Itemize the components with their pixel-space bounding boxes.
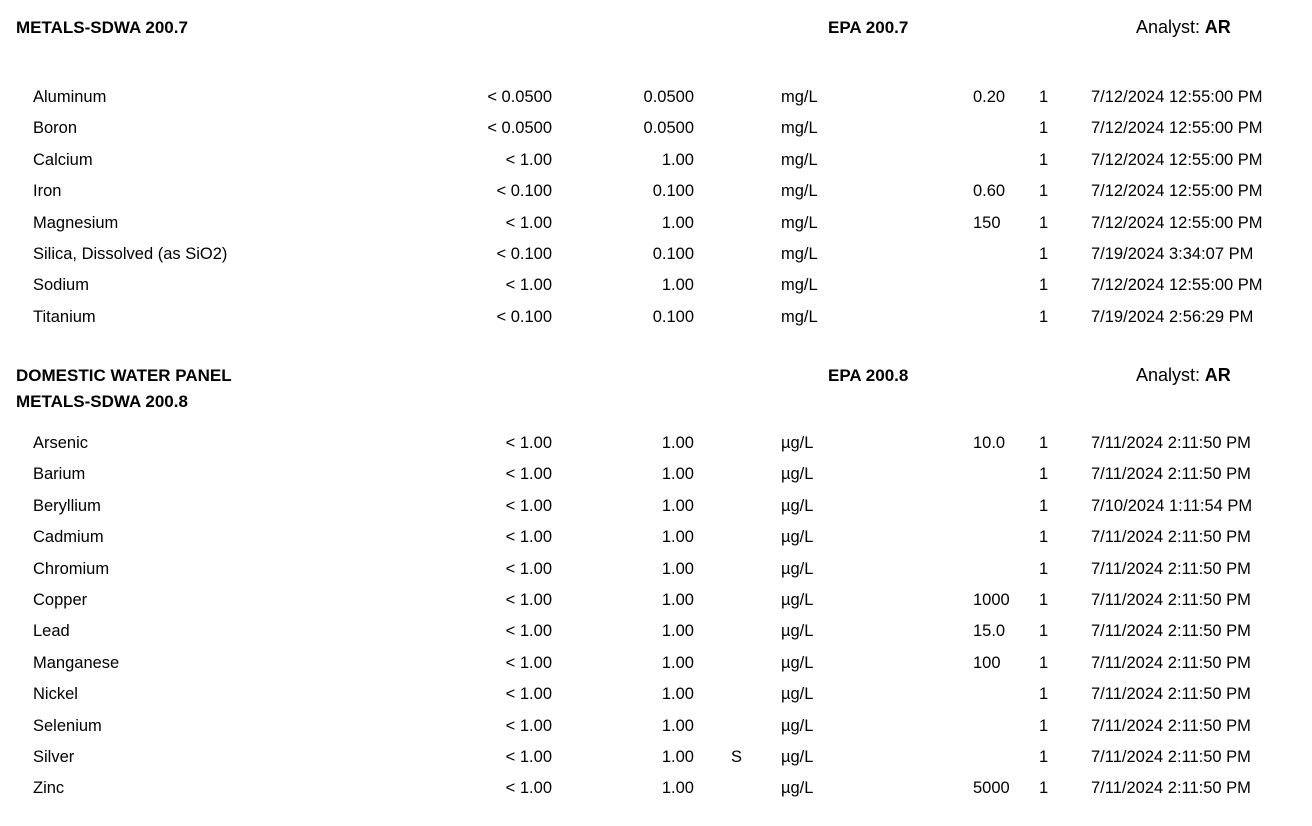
units: µg/L	[781, 591, 814, 609]
date-analyzed: 7/11/2024 2:11:50 PM	[1091, 528, 1251, 547]
analyte-name: Barium	[33, 465, 86, 484]
units: mg/L	[781, 119, 818, 138]
analyst-field	[1136, 365, 1231, 386]
reporting-limit: 1.00	[661, 213, 694, 232]
section-title: METALS-SDWA 200.7	[16, 18, 188, 37]
date-analyzed: 7/12/2024 12:55:00 PM	[1091, 119, 1263, 138]
analyte-name: Silver	[33, 748, 75, 766]
analyte-name: Cadmium	[33, 528, 104, 547]
dilution-factor: 1	[1039, 748, 1049, 766]
analyte-name: Magnesium	[33, 213, 119, 232]
result-value: < 0.0500	[487, 119, 552, 138]
dilution-factor: 1	[1039, 653, 1049, 672]
reporting-limit: 0.100	[652, 182, 694, 201]
result-value: < 1.00	[505, 434, 552, 452]
reporting-limit: 1.00	[661, 748, 694, 766]
analyte-name: Selenium	[33, 716, 102, 735]
table-row	[0, 525, 1312, 549]
table-row	[0, 85, 1312, 109]
analyte-name: Calcium	[33, 150, 93, 169]
mcl-value: 15.0	[973, 622, 1006, 641]
date-analyzed: 7/10/2024 1:11:54 PM	[1091, 496, 1253, 515]
dilution-factor: 1	[1039, 434, 1049, 452]
result-value: < 1.00	[505, 528, 552, 547]
dilution-factor: 1	[1039, 591, 1049, 609]
date-analyzed: 7/12/2024 12:55:00 PM	[1091, 276, 1263, 295]
dilution-factor: 1	[1039, 528, 1049, 547]
mcl-value: 150	[973, 213, 1001, 232]
reporting-limit: 1.00	[661, 276, 694, 295]
table-row	[0, 462, 1312, 486]
dilution-factor: 1	[1039, 685, 1049, 704]
reporting-limit: 1.00	[661, 591, 694, 609]
result-value: < 1.00	[505, 748, 552, 766]
result-value: < 1.00	[505, 150, 552, 169]
reporting-limit: 0.0500	[643, 88, 694, 106]
reporting-limit: 1.00	[661, 716, 694, 735]
analyte-name: Arsenic	[33, 434, 89, 452]
dilution-factor: 1	[1039, 716, 1049, 735]
analyte-name: Manganese	[33, 653, 120, 672]
mcl-value: 0.60	[973, 182, 1006, 201]
date-analyzed: 7/12/2024 12:55:00 PM	[1091, 213, 1263, 232]
table-row	[0, 682, 1312, 706]
table-row	[0, 242, 1312, 266]
reporting-limit: 0.100	[652, 245, 694, 263]
date-analyzed: 7/11/2024 2:11:50 PM	[1091, 716, 1251, 735]
reporting-limit: 1.00	[661, 465, 694, 484]
reporting-limit: 1.00	[661, 496, 694, 515]
mcl-value: 1000	[973, 591, 1010, 609]
table-row	[0, 431, 1312, 455]
date-analyzed: 7/12/2024 12:55:00 PM	[1091, 182, 1263, 201]
table-row	[0, 745, 1312, 769]
date-analyzed: 7/11/2024 2:11:50 PM	[1091, 653, 1251, 672]
mcl-value: 0.20	[973, 88, 1006, 106]
units: µg/L	[781, 716, 814, 735]
analyte-name: Zinc	[33, 779, 65, 798]
units: µg/L	[781, 748, 814, 766]
method-label: EPA 200.8	[828, 366, 909, 385]
dilution-factor: 1	[1039, 622, 1049, 641]
analyte-name: Lead	[33, 622, 70, 641]
date-analyzed: 7/19/2024 3:34:07 PM	[1091, 245, 1254, 263]
units: µg/L	[781, 559, 814, 578]
table-row	[0, 148, 1312, 172]
analyst-value: AR	[1204, 17, 1231, 37]
table-row	[0, 651, 1312, 675]
units: mg/L	[781, 276, 818, 295]
qualifier: S	[731, 748, 743, 766]
date-analyzed: 7/12/2024 12:55:00 PM	[1091, 150, 1263, 169]
units: µg/L	[781, 528, 814, 547]
mcl-value: 5000	[973, 779, 1010, 798]
dilution-factor: 1	[1039, 276, 1049, 295]
dilution-factor: 1	[1039, 150, 1049, 169]
date-analyzed: 7/11/2024 2:11:50 PM	[1091, 748, 1251, 766]
section-subtitle: METALS-SDWA 200.8	[16, 392, 188, 411]
reporting-limit: 0.0500	[643, 119, 694, 138]
result-value: < 0.100	[496, 182, 552, 201]
reporting-limit: 0.100	[652, 307, 694, 326]
reporting-limit: 1.00	[661, 559, 694, 578]
dilution-factor: 1	[1039, 119, 1049, 138]
result-value: < 1.00	[505, 496, 552, 515]
dilution-factor: 1	[1039, 307, 1049, 326]
result-value: < 1.00	[505, 591, 552, 609]
table-row	[0, 179, 1312, 203]
reporting-limit: 1.00	[661, 150, 694, 169]
result-value: < 1.00	[505, 276, 552, 295]
analyte-name: Beryllium	[33, 496, 101, 515]
result-value: < 1.00	[505, 465, 552, 484]
method-label: EPA 200.7	[828, 18, 909, 37]
analyte-name: Aluminum	[33, 88, 107, 106]
date-analyzed: 7/11/2024 2:11:50 PM	[1091, 559, 1251, 578]
units: mg/L	[781, 245, 818, 263]
analyst-field	[1136, 17, 1231, 38]
analyst-value: AR	[1204, 365, 1231, 385]
date-analyzed: 7/12/2024 12:55:00 PM	[1091, 88, 1263, 106]
table-row	[0, 494, 1312, 518]
result-value: < 0.100	[496, 245, 552, 263]
result-value: < 1.00	[505, 653, 552, 672]
mcl-value: 100	[973, 653, 1001, 672]
table-row	[0, 714, 1312, 738]
units: µg/L	[781, 434, 814, 452]
date-analyzed: 7/11/2024 2:11:50 PM	[1091, 434, 1251, 452]
table-row	[0, 273, 1312, 297]
reporting-limit: 1.00	[661, 779, 694, 798]
units: µg/L	[781, 779, 814, 798]
reporting-limit: 1.00	[661, 653, 694, 672]
result-value: < 0.0500	[487, 88, 552, 106]
dilution-factor: 1	[1039, 88, 1049, 106]
units: mg/L	[781, 213, 818, 232]
units: µg/L	[781, 496, 814, 515]
units: µg/L	[781, 622, 814, 641]
dilution-factor: 1	[1039, 496, 1049, 515]
result-value: < 1.00	[505, 622, 552, 641]
analyte-name: Iron	[33, 182, 62, 201]
table-row	[0, 211, 1312, 235]
result-value: < 1.00	[505, 779, 552, 798]
units: µg/L	[781, 465, 814, 484]
result-value: < 1.00	[505, 559, 552, 578]
table-row	[0, 116, 1312, 140]
date-analyzed: 7/11/2024 2:11:50 PM	[1091, 465, 1251, 484]
result-value: < 1.00	[505, 213, 552, 232]
reporting-limit: 1.00	[661, 434, 694, 452]
dilution-factor: 1	[1039, 213, 1049, 232]
analyte-name: Boron	[33, 119, 78, 138]
reporting-limit: 1.00	[661, 622, 694, 641]
units: mg/L	[781, 307, 818, 326]
units: mg/L	[781, 150, 818, 169]
result-value: < 1.00	[505, 685, 552, 704]
units: µg/L	[781, 685, 814, 704]
analyst-label: Analyst:	[1136, 17, 1201, 37]
mcl-value: 10.0	[973, 434, 1006, 452]
analyte-name: Sodium	[33, 276, 89, 295]
date-analyzed: 7/11/2024 2:11:50 PM	[1091, 622, 1251, 641]
date-analyzed: 7/11/2024 2:11:50 PM	[1091, 685, 1251, 704]
reporting-limit: 1.00	[661, 528, 694, 547]
analyte-name: Nickel	[33, 685, 78, 704]
units: mg/L	[781, 88, 818, 106]
date-analyzed: 7/11/2024 2:11:50 PM	[1091, 779, 1251, 798]
table-row	[0, 619, 1312, 643]
date-analyzed: 7/19/2024 2:56:29 PM	[1091, 307, 1254, 326]
table-row	[0, 588, 1312, 612]
reporting-limit: 1.00	[661, 685, 694, 704]
units: mg/L	[781, 182, 818, 201]
analyte-name: Chromium	[33, 559, 110, 578]
analyte-name: Copper	[33, 591, 88, 609]
analyst-label: Analyst:	[1136, 365, 1201, 385]
table-row	[0, 776, 1312, 800]
dilution-factor: 1	[1039, 779, 1049, 798]
dilution-factor: 1	[1039, 559, 1049, 578]
section-title: DOMESTIC WATER PANEL	[16, 366, 232, 385]
dilution-factor: 1	[1039, 182, 1049, 201]
result-value: < 0.100	[496, 307, 552, 326]
analyte-name: Silica, Dissolved (as SiO2)	[33, 245, 228, 263]
units: µg/L	[781, 653, 814, 672]
result-value: < 1.00	[505, 716, 552, 735]
table-row	[0, 557, 1312, 581]
dilution-factor: 1	[1039, 465, 1049, 484]
analyte-name: Titanium	[33, 307, 96, 326]
dilution-factor: 1	[1039, 245, 1049, 263]
table-row	[0, 305, 1312, 329]
date-analyzed: 7/11/2024 2:11:50 PM	[1091, 591, 1251, 609]
